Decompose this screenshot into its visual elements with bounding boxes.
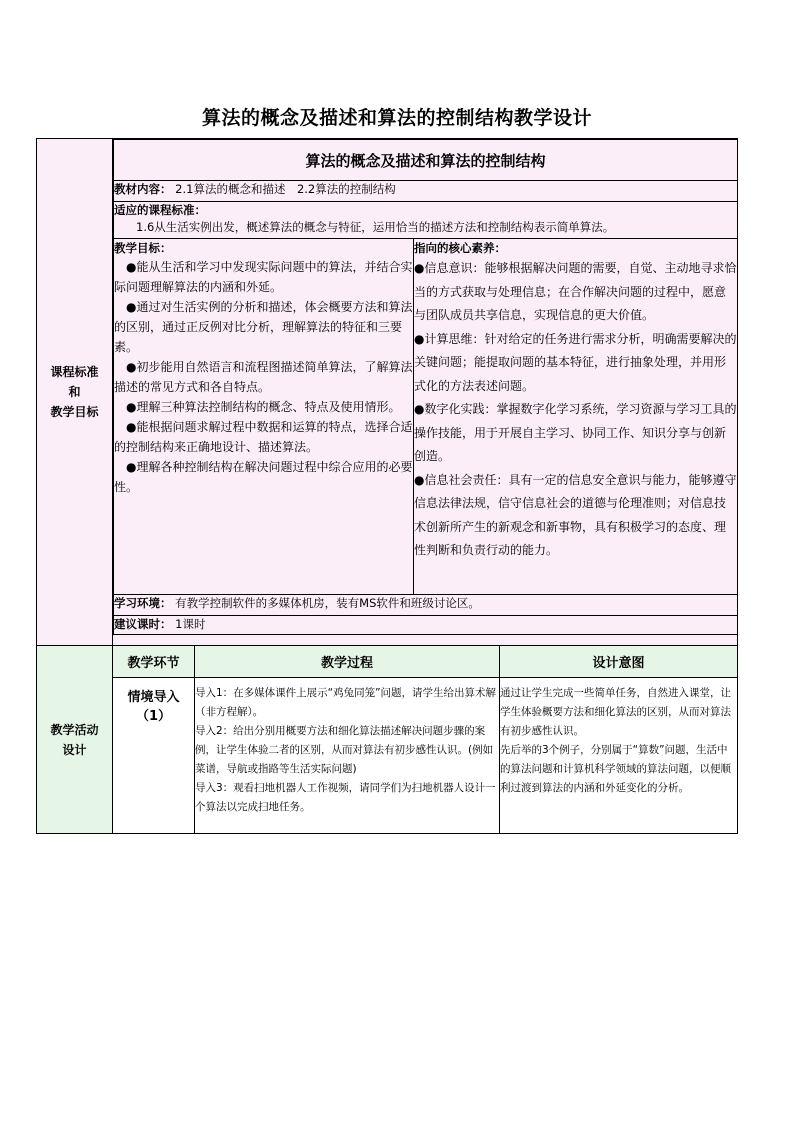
section2-label: 教学活动 设计 (37, 646, 113, 834)
suggested-hours: 建议课时： 1课时 (114, 616, 738, 635)
teaching-goals: 教学目标： ●能从生活和学习中发现实际问题中的算法，并结合实际问题理解算法的内涵和外延。 ●通过对生活实例的分析和描述，体会概要方法和算法的区别，通过正反例对比分析，理解算法的特征和三要素。 ●初步能用自然语言和流程图描述简单算法，了解算法描述的常见方式和各自特点。 ●理解三种算法控制结构的概念、特点及使用情形。 ●能根据问题求解过程中数据和运算的特点，选择合适的控制结构来正确地设计、描述算法。 ●理解各种控制结构在解决问题过程中综合应用的必要性。 (114, 239, 414, 595)
section-subtitle: 算法的概念及描述和算法的控制结构 (114, 140, 738, 181)
document-title: 算法的概念及描述和算法的控制结构教学设计 (201, 107, 592, 129)
intent-cell: 通过让学生完成一些简单任务，自然进入课堂，让学生体验概要方法和细化算法的区别，从而对算法有初步感性认识。 先后举的3个例子，分别属于“算数”问题，生活中的算法问题和计算机科学领域的算法问题，以便顺利过渡到算法的内涵和外延变化的分析。 (500, 678, 738, 834)
header-intent: 设计意图 (500, 646, 738, 678)
goal-item: ●能从生活和学习中发现实际问题中的算法，并结合实际问题理解算法的内涵和外延。 (114, 260, 413, 294)
process-cell: 导入1：在多媒体课件上展示“鸡兔同笼”问题，请学生给出算术解（非方程解）。 导入2：给出分别用概要方法和细化算法描述解决问题步骤的案例，让学生体验二者的区别，从而对算法有初步感性认识。(例如菜谱，导航或指路等生活实际问题) 导入3：观看扫地机器人工作视频，请同学们为扫地机器人设计一个算法以完成扫地任务。 (195, 678, 500, 834)
section1-label: 课程标准 和 教学目标 (37, 139, 113, 646)
goal-item: ●初步能用自然语言和流程图描述简单算法，了解算法描述的常见方式和各自特点。 (114, 360, 413, 394)
header-stage: 教学环节 (113, 646, 195, 678)
literacy-item: ●信息意识：能够根据解决问题的需要，自觉、主动地寻求恰当的方式获取与处理信息；在合作解决问题的过程中，愿意与团队成员共享信息，实现信息的更大价值。 (414, 261, 737, 322)
literacy-item: ●计算思维：针对给定的任务进行需求分析，明确需要解决的关键问题；能提取问题的基本特征，进行抽象处理，并用形式化的方法表述问题。 (414, 331, 737, 393)
goal-item: ●理解各种控制结构在解决问题过程中综合应用的必要性。 (114, 460, 413, 494)
section1-body (113, 139, 738, 646)
curriculum-standard: 适应的课程标准： 1.6从生活实例出发，概述算法的概念与特征，运用恰当的描述方法和控制结构表示简单算法。 (114, 202, 738, 239)
core-literacy: 指向的核心素养： ●信息意识：能够根据解决问题的需要，自觉、主动地寻求恰当的方式获取与处理信息；在合作解决问题的过程中，愿意与团队成员共享信息，实现信息的更大价值。 ●计算思维：针对给定的任务进行需求分析，明确需要解决的关键问题；能提取问题的基本特征，进行抽象处理，并用形式化的方法表述问题。 ●数字化实践：掌握数字化学习系统，学习资源与学习工具的操作技能，用于开展自主学习、协同工作、知识分享与创新创造。 ●信息社会责任：具有一定的信息安全意识与能力，能够遵守信息法律法规，信守信息社会的道德与伦理准则；对信息技术创新所产生的新观念和新事物，具有积极学习的态度、理性判断和负责行动的能力。 (414, 239, 738, 595)
goal-item: ●理解三种算法控制结构的概念、特点及使用情形。 (126, 400, 401, 414)
learning-environment: 学习环境： 有教学控制软件的多媒体机房，装有MS软件和班级讨论区。 (114, 595, 738, 616)
textbook-content: 教材内容： 2.1算法的概念和描述 2.2算法的控制结构 (114, 181, 738, 202)
goal-item: ●通过对生活实例的分析和描述，体会概要方法和算法的区别，通过正反例对比分析，理解算法的特征和三要素。 (114, 300, 413, 354)
goal-item: ●能根据问题求解过程中数据和运算的特点，选择合适的控制结构来正确地设计、描述算法。 (114, 420, 413, 454)
lesson-plan-table (36, 138, 738, 834)
header-process: 教学过程 (195, 646, 500, 678)
stage-cell: 情境导入 （1） (113, 678, 195, 834)
literacy-item: ●数字化实践：掌握数字化学习系统，学习资源与学习工具的操作技能，用于开展自主学习、协同工作、知识分享与创新创造。 (414, 402, 737, 463)
literacy-item: ●信息社会责任：具有一定的信息安全意识与能力，能够遵守信息法律法规，信守信息社会的道德与伦理准则；对信息技术创新所产生的新观念和新事物，具有积极学习的态度、理性判断和负责行动的能力。 (414, 472, 737, 557)
